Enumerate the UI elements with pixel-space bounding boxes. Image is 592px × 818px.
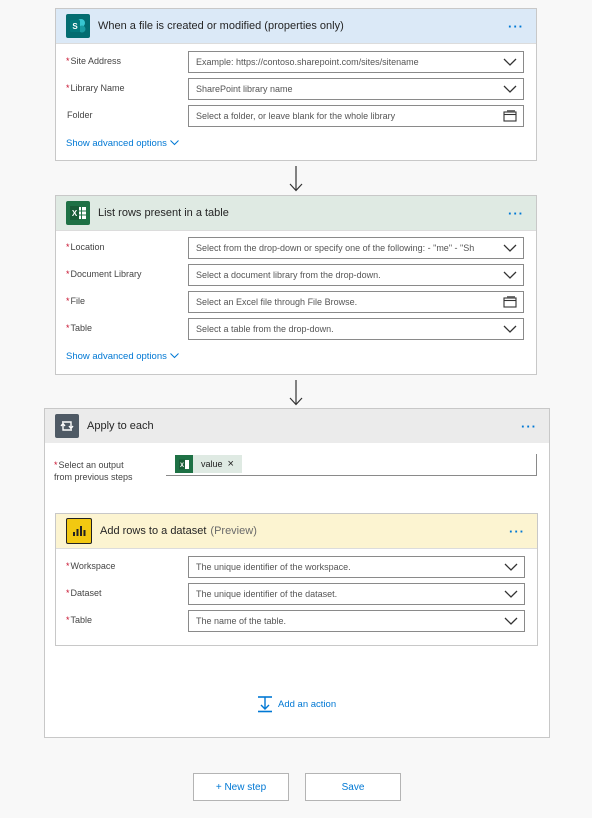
location-label: *Location: [66, 242, 105, 252]
list-rows-header[interactable]: [56, 196, 536, 231]
chevron-down-icon[interactable]: [503, 242, 517, 254]
chevron-down-icon[interactable]: [503, 83, 517, 95]
chevron-down-icon[interactable]: [504, 561, 518, 573]
dataset-row: [66, 583, 525, 605]
powerbi-icon: [66, 518, 92, 544]
file-placeholder: Select an Excel file through File Browse.: [196, 297, 358, 307]
trigger-advanced-options-link[interactable]: Show advanced options: [66, 138, 179, 149]
library-name-row: [66, 78, 524, 100]
add-action-icon: [257, 695, 273, 713]
site-address-row: [66, 51, 524, 73]
add-rows-card: [55, 513, 538, 646]
list-rows-menu-button[interactable]: ···: [508, 206, 524, 221]
table-label: *Table: [66, 323, 93, 333]
svg-text:S: S: [72, 22, 78, 31]
add-action-label: Add an action: [278, 698, 337, 710]
output-label: *Select an output from previous steps: [54, 460, 133, 482]
chevron-down-icon[interactable]: [504, 588, 518, 600]
new-step-button[interactable]: [193, 773, 289, 801]
add-rows-subtitle: (Preview): [210, 525, 257, 537]
arrow-down-icon: [287, 380, 305, 406]
list-rows-advanced-options-link[interactable]: Show advanced options: [66, 351, 179, 362]
document-library-row: [66, 264, 524, 286]
list-rows-title: List rows present in a table: [98, 207, 229, 219]
folder-browse-icon[interactable]: [503, 110, 517, 122]
document-library-dropdown[interactable]: [188, 264, 524, 286]
dataset-table-placeholder: The name of the table.: [196, 616, 287, 626]
chevron-down-icon[interactable]: [504, 615, 518, 627]
document-library-label: *Document Library: [66, 269, 142, 279]
folder-browse-icon[interactable]: [503, 296, 517, 308]
dataset-label: *Dataset: [66, 588, 102, 598]
apply-to-each-title: Apply to each: [87, 420, 154, 432]
library-name-label: *Library Name: [66, 83, 125, 93]
list-rows-card: [55, 195, 537, 375]
chevron-down-icon: [170, 140, 179, 146]
site-address-label: *Site Address: [66, 56, 122, 66]
workspace-dropdown[interactable]: [188, 556, 525, 578]
library-name-dropdown[interactable]: [188, 78, 524, 100]
trigger-card: [55, 8, 537, 161]
chevron-down-icon: [170, 353, 179, 359]
add-rows-title: Add rows to a dataset: [100, 525, 207, 537]
workspace-row: [66, 556, 525, 578]
excel-icon: [66, 201, 90, 225]
add-rows-menu-button[interactable]: ···: [509, 524, 525, 539]
arrow-down-icon: [287, 166, 305, 192]
chevron-down-icon[interactable]: [503, 323, 517, 335]
excel-icon: [175, 455, 193, 473]
dataset-placeholder: The unique identifier of the dataset.: [196, 589, 338, 599]
add-rows-header[interactable]: [56, 514, 537, 549]
output-input[interactable]: [166, 454, 537, 476]
new-step-label: + New step: [215, 781, 267, 793]
workspace-label: *Workspace: [66, 561, 116, 571]
loop-icon: [55, 414, 79, 438]
trigger-menu-button[interactable]: ···: [508, 19, 524, 34]
token-label: value: [201, 459, 223, 469]
output-token[interactable]: [175, 455, 242, 473]
location-dropdown[interactable]: [188, 237, 524, 259]
file-picker[interactable]: [188, 291, 524, 313]
folder-picker[interactable]: [188, 105, 524, 127]
apply-to-each-header[interactable]: [45, 409, 549, 443]
file-row: [66, 291, 524, 313]
document-library-placeholder: Select a document library from the drop-down.: [196, 270, 381, 280]
file-label: *File: [66, 296, 86, 306]
trigger-header[interactable]: [56, 9, 536, 44]
apply-to-each-card: [44, 408, 550, 738]
trigger-title: When a file is created or modified (properties only): [98, 20, 344, 32]
sharepoint-icon: [66, 14, 90, 38]
folder-row: [66, 105, 524, 127]
dataset-table-row: [66, 610, 525, 632]
save-button[interactable]: [305, 773, 401, 801]
add-action-button[interactable]: [257, 695, 336, 713]
site-address-placeholder: Example: https://contoso.sharepoint.com/sites/sitename: [196, 57, 419, 67]
chevron-down-icon[interactable]: [503, 56, 517, 68]
chevron-down-icon[interactable]: [503, 269, 517, 281]
apply-to-each-menu-button[interactable]: ···: [521, 419, 537, 434]
workspace-placeholder: The unique identifier of the workspace.: [196, 562, 351, 572]
site-address-dropdown[interactable]: [188, 51, 524, 73]
dataset-dropdown[interactable]: [188, 583, 525, 605]
folder-label: Folder: [67, 110, 93, 120]
folder-placeholder: Select a folder, or leave blank for the whole library: [196, 111, 396, 121]
table-placeholder: Select a table from the drop-down.: [196, 324, 334, 334]
location-placeholder: Select from the drop-down or specify one of the following: - "me" - "Sh: [196, 243, 475, 253]
svg-text:X: X: [179, 462, 185, 469]
table-row: [66, 318, 524, 340]
save-label: Save: [341, 781, 365, 793]
dataset-table-dropdown[interactable]: [188, 610, 525, 632]
library-name-placeholder: SharePoint library name: [196, 84, 293, 94]
svg-text:X: X: [71, 209, 78, 218]
token-remove-icon[interactable]: ×: [227, 458, 234, 470]
table-dropdown[interactable]: [188, 318, 524, 340]
dataset-table-label: *Table: [66, 615, 93, 625]
location-row: [66, 237, 524, 259]
